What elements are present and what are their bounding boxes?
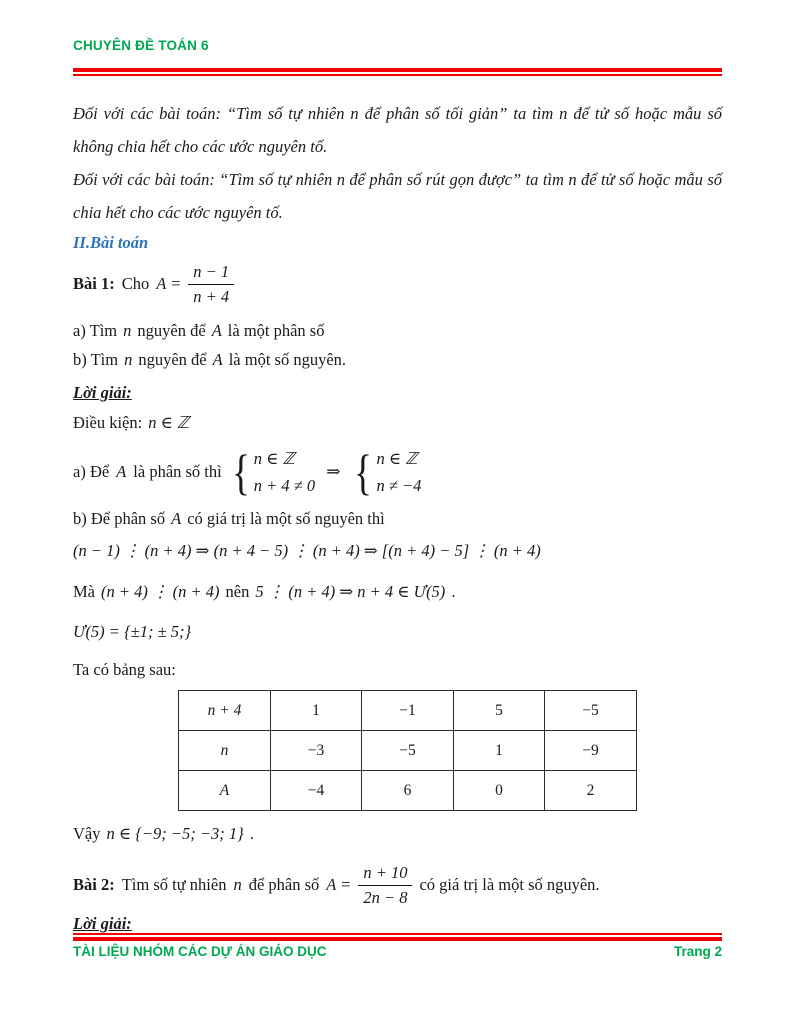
footer-rule xyxy=(73,933,722,941)
math-A-equals: A = xyxy=(156,274,182,293)
problem-1-text: Cho xyxy=(121,274,150,293)
divisor-set-line xyxy=(73,616,722,648)
case-system-1-rows xyxy=(254,447,315,498)
math-var-A: A xyxy=(171,509,182,528)
question-b-text: nguyên để xyxy=(138,350,207,369)
conclusion-period: . xyxy=(249,824,254,843)
fraction-2 xyxy=(358,862,412,909)
solution-a-line xyxy=(73,440,722,504)
table-cell: −9 xyxy=(545,731,637,771)
footer-page-number: Trang 2 xyxy=(673,944,722,959)
case-row: n ≠ −4 xyxy=(376,475,422,495)
section-heading: II.Bài toán xyxy=(73,233,149,252)
header-rule xyxy=(73,68,722,76)
case-system-2-rows xyxy=(376,447,421,498)
problem-2-text: để phân số xyxy=(248,875,320,894)
divisor-set-math: Ư(5) = {±1; ± 5;} xyxy=(73,622,192,641)
question-b xyxy=(73,345,722,374)
case-row: n ∈ ℤ xyxy=(253,448,295,468)
problem-2-statement xyxy=(73,856,722,914)
ma-line xyxy=(73,576,722,608)
table-row xyxy=(179,691,637,731)
fraction-2-denominator: 2n − 8 xyxy=(363,887,408,907)
solution-table xyxy=(178,690,637,811)
fraction-1-numerator: n − 1 xyxy=(188,261,234,285)
footer-row xyxy=(73,944,722,959)
question-a xyxy=(73,316,722,345)
question-b-text: b) Tìm xyxy=(73,350,119,369)
ma-text: nên xyxy=(225,582,250,601)
table-caption-text: Ta có bảng sau: xyxy=(73,660,176,679)
document-title: CHUYÊN ĐỀ TOÁN 6 xyxy=(73,38,209,53)
math-A-equals: A = xyxy=(326,875,352,894)
question-b-text: là một số nguyên. xyxy=(228,350,347,369)
table-cell: −3 xyxy=(271,731,362,771)
case-system-2 xyxy=(351,445,421,499)
math-var-n: n xyxy=(233,875,242,894)
math-var-A: A xyxy=(116,462,127,481)
table-cell: 6 xyxy=(362,771,454,811)
case-row: n ∈ ℤ xyxy=(376,448,418,468)
problem-1-label: Bài 1: xyxy=(73,274,115,293)
divisibility-chain-math: (n − 1) ⋮ (n + 4) ⇒ (n + 4 − 5) ⋮ (n + 4) ⇒ [(n + 4) − 5] ⋮ (n + 4) xyxy=(73,541,541,560)
case-row: n + 4 ≠ 0 xyxy=(253,475,316,495)
ma-text: Mà xyxy=(73,582,95,601)
solution-2-heading: Lời giải: xyxy=(73,914,132,933)
left-brace: { xyxy=(231,444,250,500)
condition-label: Điều kiện: xyxy=(73,413,143,432)
math-var-n: n xyxy=(124,350,133,369)
solution-a-text: là phân số thì xyxy=(133,462,222,481)
implies-arrow: ⇒ xyxy=(326,462,341,481)
page-content xyxy=(73,0,722,934)
table-cell: 2 xyxy=(545,771,637,811)
intro-para-1: Đối với các bài toán: “Tìm số tự nhiên n để phân số tối giản” ta tìm n để tử số hoặc mẫu số không chia hết cho các ước nguyên tố. xyxy=(73,104,722,156)
ma-math-2: 5 ⋮ (n + 4) ⇒ n + 4 ∈ Ư(5) xyxy=(255,582,446,601)
table-cell: 5 xyxy=(454,691,545,731)
problem-1-statement xyxy=(73,255,722,313)
left-brace: { xyxy=(354,444,373,500)
problem-2-label: Bài 2: xyxy=(73,875,115,894)
table-cell: −5 xyxy=(545,691,637,731)
question-a-text: nguyên để xyxy=(137,321,206,340)
question-a-text: là một phân số xyxy=(227,321,325,340)
solution-b-text: có giá trị là một số nguyên thì xyxy=(187,509,385,528)
solution-1-heading: Lời giải: xyxy=(73,383,132,402)
conclusion-math: n ∈ {−9; −5; −3; 1} xyxy=(106,824,244,843)
fraction-1 xyxy=(188,261,234,308)
solution-b-text: b) Để phân số xyxy=(73,509,166,528)
solution-a-text: a) Để xyxy=(73,462,110,481)
fraction-2-numerator: n + 10 xyxy=(358,862,412,886)
math-var-n: n xyxy=(123,321,132,340)
table-cell: 1 xyxy=(271,691,362,731)
question-a-text: a) Tìm xyxy=(73,321,118,340)
table-cell: −1 xyxy=(362,691,454,731)
table-cell: 0 xyxy=(454,771,545,811)
table-header-cell: n + 4 xyxy=(179,691,271,731)
problem-2-text: Tìm số tự nhiên xyxy=(121,875,227,894)
solution-b-line xyxy=(73,504,722,533)
table-header-cell: A xyxy=(179,771,271,811)
math-var-A: A xyxy=(211,321,222,340)
math-var-A: A xyxy=(212,350,223,369)
condition-math: n ∈ ℤ xyxy=(148,413,190,432)
conclusion-line xyxy=(73,818,722,850)
intro-para-2: Đối với các bài toán: “Tìm số tự nhiên n để phân số rút gọn được” ta tìm n để tử số hoặc mẫu số chia hết cho các ước nguyên tố. xyxy=(73,170,722,222)
table-cell: 1 xyxy=(454,731,545,771)
footer-left-text: TÀI LIỆU NHÓM CÁC DỰ ÁN GIÁO DỤC xyxy=(73,944,327,959)
table-cell: −4 xyxy=(271,771,362,811)
page-footer xyxy=(73,933,722,959)
ma-math-1: (n + 4) ⋮ (n + 4) xyxy=(101,582,220,601)
ma-period: . xyxy=(451,582,456,601)
table-row xyxy=(179,771,637,811)
table-cell: −5 xyxy=(362,731,454,771)
table-caption xyxy=(73,656,722,684)
case-system-1 xyxy=(229,445,315,499)
fraction-1-denominator: n + 4 xyxy=(193,286,230,306)
conclusion-text: Vậy xyxy=(73,824,101,843)
condition-line xyxy=(73,408,722,438)
divisibility-chain xyxy=(73,535,722,567)
table-row xyxy=(179,731,637,771)
table-header-cell: n xyxy=(179,731,271,771)
problem-2-text: có giá trị là một số nguyên. xyxy=(419,875,600,894)
